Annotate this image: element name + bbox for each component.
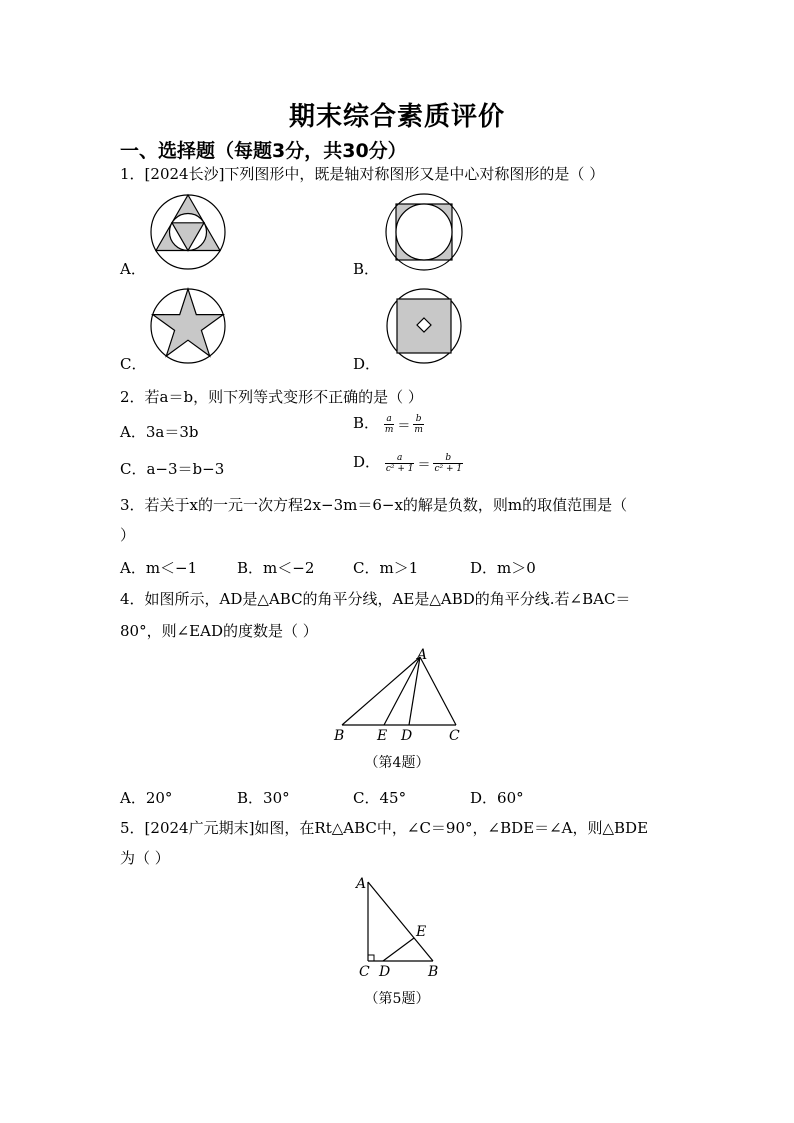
denominator: m <box>384 424 394 435</box>
point-label-a: A <box>417 647 428 663</box>
q4-option-d: D．60° <box>470 789 524 807</box>
q5-stem-line2: 为（ ） <box>120 849 170 867</box>
q3-option-b: B．m＜−2 <box>237 559 315 577</box>
point-label-b: B <box>334 728 345 744</box>
q1-option-d-label: D． <box>353 355 381 373</box>
q3-option-d: D．m＞0 <box>470 559 536 577</box>
q5-right-triangle-figure <box>350 872 450 982</box>
section-heading: 一、选择题（每题3分，共30分） <box>120 140 407 162</box>
q5-figure-caption: （第5题） <box>364 991 430 1007</box>
point-label-b: B <box>428 964 439 980</box>
denominator: c² + 1 <box>434 463 463 474</box>
segment-ac <box>420 657 456 725</box>
right-angle-mark <box>368 955 374 961</box>
q4-stem-line1: 4．如图所示，AD是△ABC的角平分线，AE是△ABD的角平分线.若∠BAC＝ <box>120 590 631 608</box>
q4-stem-line2: 80°，则∠EAD的度数是（ ） <box>120 622 318 640</box>
q2-option-d-label: D． <box>353 453 381 471</box>
segment-ab <box>368 882 433 961</box>
equals-sign: ＝ <box>417 457 431 473</box>
q4-option-a: A．20° <box>120 789 173 807</box>
point-label-c: C <box>449 728 460 744</box>
fraction <box>433 453 463 474</box>
point-label-d: D <box>401 728 413 744</box>
q3-stem-line1: 3．若关于x的一元一次方程2x−3m＝6−x的解是负数，则m的取值范围是（ <box>120 496 628 514</box>
q3-option-a: A．m＜−1 <box>120 559 198 577</box>
point-label-e: E <box>377 728 388 744</box>
q1-option-b-label: B． <box>353 260 380 278</box>
q1-figure-a <box>148 192 228 272</box>
numerator: a <box>384 414 395 425</box>
fraction <box>385 453 415 474</box>
q3-stem-line2: ） <box>120 526 136 544</box>
numerator: a <box>385 453 415 464</box>
q1-figure-c <box>148 286 228 366</box>
q1-option-c-label: C． <box>120 355 147 373</box>
segment-ab <box>342 657 420 725</box>
q3-option-c: C．m＞1 <box>353 559 419 577</box>
point-label-a: A <box>356 876 367 892</box>
q2-option-d <box>353 451 463 474</box>
q5-stem-line1: 5．[2024广元期末]如图，在Rt△ABC中，∠C＝90°，∠BDE＝∠A，则△BDE <box>120 819 649 837</box>
page-title: 期末综合素质评价 <box>288 102 505 132</box>
q2-stem: 2．若a＝b，则下列等式变形不正确的是（ ） <box>120 388 423 406</box>
denominator: m <box>414 424 423 435</box>
q1-stem: 1．[2024长沙]下列图形中，既是轴对称图形又是中心对称图形的是（ ） <box>120 165 605 183</box>
q4-option-c: C．45° <box>353 789 407 807</box>
q1-figure-d <box>384 286 464 366</box>
point-label-c: C <box>359 964 370 980</box>
equals-sign: ＝ <box>397 418 411 434</box>
q1-option-a-label: A． <box>120 260 146 278</box>
q4-figure-caption: （第4题） <box>364 755 430 771</box>
q2-option-a: A．3a＝3b <box>120 423 199 441</box>
denominator: c² + 1 <box>385 463 414 474</box>
fraction <box>413 414 424 435</box>
q2-option-b <box>353 412 424 435</box>
numerator: b <box>433 453 463 464</box>
segment-de <box>383 938 414 961</box>
q4-triangle-figure <box>325 645 475 745</box>
q2-option-b-label: B． <box>353 414 380 432</box>
q4-option-b: B．30° <box>237 789 290 807</box>
fraction <box>384 414 395 435</box>
point-label-e: E <box>416 924 427 940</box>
point-label-d: D <box>379 964 391 980</box>
q2-option-c: C．a−3＝b−3 <box>120 460 225 478</box>
numerator: b <box>413 414 424 425</box>
q1-figure-b <box>384 192 464 272</box>
